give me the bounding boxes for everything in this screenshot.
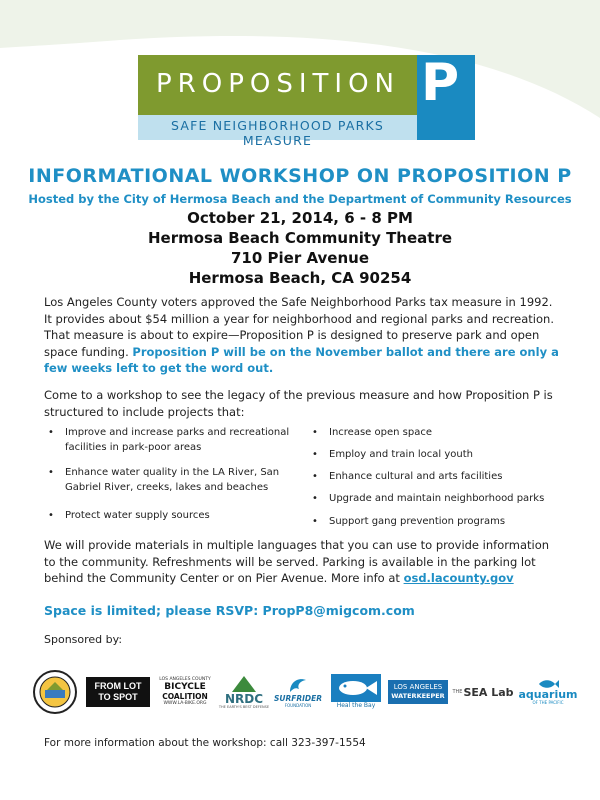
rsvp-line: Space is limited; please RSVP: PropP8@migcom.com xyxy=(44,603,415,618)
sealab-text: SEA Lab xyxy=(463,685,514,699)
page-title: INFORMATIONAL WORKSHOP ON PROPOSITION P xyxy=(28,165,572,187)
bullet-marker: • xyxy=(48,427,54,438)
materials-text: We will provide materials in multiple languages that you can use to provide information to the community. Refreshments will be served. Parking is available in the parking lot behind the Community Center or on Pier Avenue. More info at xyxy=(44,538,550,585)
list-item xyxy=(312,491,572,514)
intro-paragraph xyxy=(44,294,560,377)
proposition-p-banner xyxy=(138,53,475,148)
osd-link[interactable]: osd.lacounty.gov xyxy=(403,571,514,585)
bullet-text: Protect water supply sources xyxy=(65,510,210,521)
waterkeeper-line2: WATERKEEPER xyxy=(391,692,445,700)
aquarium-logo xyxy=(518,668,578,716)
bullets-right xyxy=(312,425,572,529)
list-item xyxy=(48,465,298,508)
nrdc-logo xyxy=(218,668,270,716)
bullet-marker: • xyxy=(312,493,318,504)
sponsor-logos xyxy=(32,668,580,720)
list-item xyxy=(48,425,298,463)
bullet-text: Improve and increase parks and recreational facilities in park-poor areas xyxy=(65,427,290,453)
host-line: Hosted by the City of Hermosa Beach and the Department of Community Resources xyxy=(28,192,572,206)
banner-p-box xyxy=(417,55,475,140)
intro-highlight: Proposition P will be on the November ballot and there are only a few weeks left to get the word out. xyxy=(44,344,559,375)
bicycle-coalition-logo xyxy=(154,668,216,716)
bullet-marker: • xyxy=(312,449,318,460)
county-seal-logo xyxy=(32,668,78,716)
bullet-text: Employ and train local youth xyxy=(329,449,473,460)
bicycle-line2: COALITION xyxy=(162,692,208,701)
sea-lab-logo xyxy=(452,668,514,716)
heal-the-bay-logo xyxy=(330,668,382,716)
event-date: October 21, 2014, 6 - 8 PM xyxy=(187,209,413,227)
materials-paragraph xyxy=(44,537,560,587)
event-details xyxy=(0,208,600,288)
bicycle-url: WWW.LA-BIKE.ORG xyxy=(163,701,207,706)
bullet-text: Support gang prevention programs xyxy=(329,516,506,527)
bullet-marker: • xyxy=(48,467,54,478)
list-item xyxy=(48,508,298,523)
list-item xyxy=(312,469,572,491)
seal-icon xyxy=(33,670,77,714)
fromlot-line1: FROM LOT xyxy=(94,681,142,691)
footer-contact: For more information about the workshop: call 323-397-1554 xyxy=(44,737,366,749)
healbay-text: Heal the Bay xyxy=(336,702,376,709)
nrdc-text: NRDC xyxy=(224,691,264,706)
fromlot-line2: TO SPOT xyxy=(98,692,138,702)
event-venue: Hermosa Beach Community Theatre xyxy=(147,229,453,247)
fish-icon xyxy=(331,674,381,702)
bullet-marker: • xyxy=(312,516,318,527)
bullet-text: Enhance cultural and arts facilities xyxy=(329,471,503,482)
banner-p-letter: P xyxy=(421,53,460,113)
wave-icon xyxy=(288,676,308,694)
bicycle-line1: BICYCLE xyxy=(164,682,206,692)
bullet-marker: • xyxy=(312,471,318,482)
list-item xyxy=(312,514,572,529)
waterkeeper-line1: LOS ANGELES xyxy=(393,683,443,691)
surfrider-small: FOUNDATION xyxy=(284,703,312,708)
bullet-marker: • xyxy=(312,427,318,438)
aquarium-text: aquarium xyxy=(518,688,578,701)
nrdc-tree-icon xyxy=(229,675,259,693)
bullet-text: Enhance water quality in the LA River, San Gabriel River, creeks, lakes and beaches xyxy=(65,467,280,493)
bullet-text: Increase open space xyxy=(329,427,432,438)
from-lot-to-spot-logo xyxy=(86,668,150,716)
workshop-intro: Come to a workshop to see the legacy of the previous measure and how Proposition P is structured to include projects that: xyxy=(44,388,553,419)
intro-text: Los Angeles County voters approved the Safe Neighborhood Parks tax measure in 1992. It provides about $54 million a year for neighborhood and regional parks and recreation. That measure is about to expire—Proposition P is designed to preserve park and open space funding. xyxy=(44,295,554,359)
list-item xyxy=(312,447,572,469)
surfrider-text: SURFRIDER xyxy=(273,694,323,703)
bicycle-small: LOS ANGELES COUNTY xyxy=(159,677,211,682)
bullet-text: Upgrade and maintain neighborhood parks xyxy=(329,493,545,504)
bullet-marker: • xyxy=(48,510,54,521)
la-waterkeeper-logo xyxy=(388,668,448,716)
bullets-left xyxy=(48,425,298,523)
sealab-the: THE xyxy=(452,689,463,695)
aquarium-small: OF THE PACIFIC xyxy=(532,700,564,705)
event-city: Hermosa Beach, CA 90254 xyxy=(188,269,412,287)
list-item xyxy=(312,425,572,447)
event-address: 710 Pier Avenue xyxy=(230,249,370,267)
nrdc-small: THE EARTH'S BEST DEFENSE xyxy=(218,704,270,709)
banner-proposition-word: PROPOSITION xyxy=(156,69,400,99)
surfrider-logo xyxy=(272,668,324,716)
banner-subtitle: SAFE NEIGHBORHOOD PARKS MEASURE xyxy=(170,118,385,148)
sponsored-by-label: Sponsored by: xyxy=(44,633,123,646)
